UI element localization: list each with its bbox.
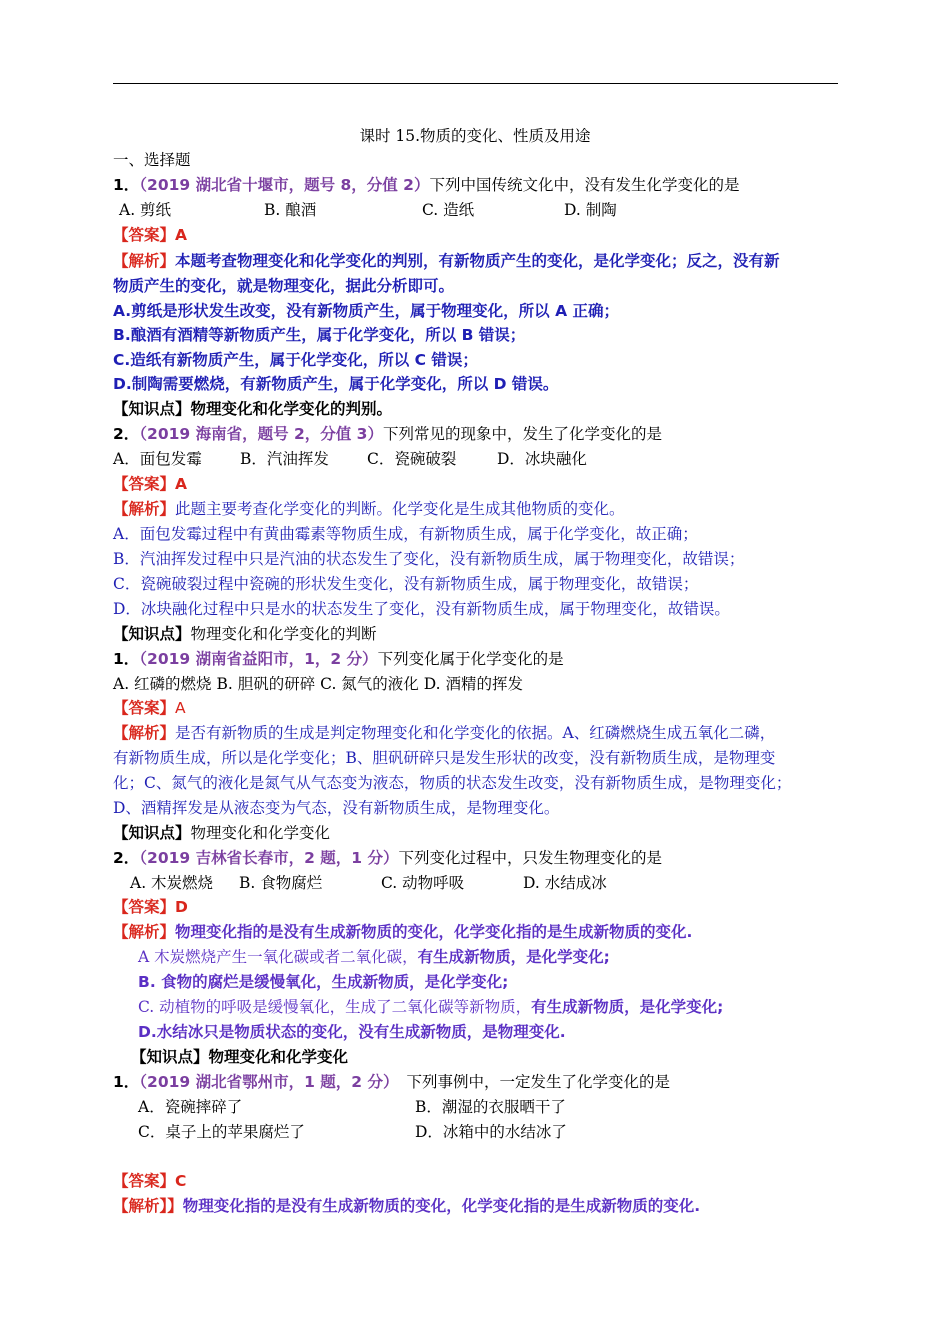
question-4 (113, 847, 662, 869)
option-c: C. 造纸 (422, 201, 475, 219)
answer-tag: 【答案】 (113, 226, 176, 244)
analysis-4-d: D.水结冰只是物质状态的变化，没有生成新物质，是物理变化. (138, 1023, 566, 1041)
analysis-1-a: A.剪纸是形状发生改变，没有新物质产生，属于物理变化，所以 A 正确； (113, 302, 619, 320)
analysis-3-cont-3: D、酒精挥发是从液态变为气态，没有新物质生成，是物理变化。 (113, 799, 560, 817)
knowledge-point-2 (113, 623, 377, 645)
analysis-4 (113, 921, 692, 943)
question-2 (113, 423, 662, 445)
analysis-tag: 【解析】】 (113, 1197, 183, 1215)
option-a: A. 木炭燃烧 (130, 874, 214, 892)
answer-tag: 【答案】 (113, 898, 176, 916)
analysis-text: 物理变化指的是没有生成新物质的变化，化学变化指的是生成新物质的变化. (182, 1197, 701, 1215)
question-number: 1． (113, 176, 140, 194)
question-stem: 下列常见的现象中，发生了化学变化的是 (382, 425, 662, 443)
analysis-text: 是否有新物质的生成是判定物理变化和化学变化的依据。A、红磷燃烧生成五氧化二磷， (175, 724, 776, 742)
question-4-options (113, 872, 833, 894)
analysis-tag: 【解析】 (113, 724, 176, 742)
analysis-3-cont-1: 有新物质生成，所以是化学变化；B、胆矾研碎只是发生形状的改变，没有新物质生成，是物理变 (113, 749, 776, 767)
option-a: A．面包发霉 (113, 450, 202, 468)
question-3-options: A. 红磷的燃烧 B. 胆矾的研碎 C. 氮气的液化 D. 酒精的挥发 (113, 675, 523, 693)
analysis-tag: 【解析】 (113, 923, 176, 941)
question-source: （2019 湖南省益阳市，1，2 分） (139, 650, 378, 668)
analysis-text: 此题主要考查化学变化的判断。化学变化是生成其他物质的变化。 (175, 500, 625, 518)
question-source: （2019 湖北省鄂州市，1 题，2 分） (139, 1073, 399, 1091)
answer-1 (113, 224, 187, 246)
analysis-1-c: C.造纸有新物质产生，属于化学变化，所以 C 错误； (113, 351, 478, 369)
option-b: B. 食物腐烂 (239, 874, 323, 892)
page-title: 课时 15.物质的变化、性质及用途 (359, 127, 591, 145)
analysis-1 (113, 250, 780, 272)
option-b: B．汽油挥发 (240, 450, 329, 468)
analysis-text: A 木炭燃烧产生一氧化碳或者二氧化碳， (138, 948, 418, 966)
question-3 (113, 648, 564, 670)
question-stem: 下列中国传统文化中，没有发生化学变化的是 (429, 176, 740, 194)
knowledge-tag: 【知识点】 (113, 625, 191, 643)
question-5-options-row-1 (113, 1096, 833, 1118)
answer-value: C (175, 1172, 187, 1190)
section-heading: 一、选择题 (113, 151, 191, 169)
question-5-options-row-2 (113, 1121, 833, 1143)
analysis-1-b: B.酿酒有酒精等新物质产生，属于化学变化，所以 B 错误； (113, 326, 526, 344)
option-d: D. 水结成冰 (523, 874, 607, 892)
option-d: D. 制陶 (564, 201, 617, 219)
analysis-text: 物理变化指的是没有生成新物质的变化，化学变化指的是生成新物质的变化. (175, 923, 693, 941)
answer-2 (113, 473, 187, 495)
knowledge-text: 物理变化和化学变化的判断 (190, 625, 377, 643)
analysis-2-a: A．面包发霉过程中有黄曲霉素等物质生成，有新物质生成，属于化学变化，故正确； (113, 525, 698, 543)
option-d: D．冰块融化 (497, 450, 587, 468)
option-c: C．桌子上的苹果腐烂了 (138, 1123, 305, 1141)
analysis-4-c (138, 996, 723, 1018)
question-2-options (113, 448, 833, 470)
answer-value: A (175, 699, 186, 717)
analysis-1-cont: 物质产生的变化，就是物理变化，据此分析即可。 (113, 277, 455, 295)
answer-tag: 【答案】 (113, 1172, 176, 1190)
answer-3 (113, 697, 186, 719)
analysis-3 (113, 722, 775, 744)
question-number: 1． (113, 1073, 140, 1091)
analysis-2-b: B．汽油挥发过程中只是汽油的状态发生了变化，没有新物质生成，属于物理变化，故错误； (113, 550, 745, 568)
question-stem: 下列事例中，一定发生了化学变化的是 (406, 1073, 670, 1091)
analysis-text: C. 动植物的呼吸是缓慢氧化，生成了二氧化碳等新物质， (138, 998, 532, 1016)
question-stem: 下列变化属于化学变化的是 (377, 650, 564, 668)
analysis-5 (113, 1195, 700, 1217)
answer-tag: 【答案】 (113, 699, 176, 717)
option-a: A．瓷碗摔碎了 (138, 1098, 243, 1116)
question-number: 2． (113, 425, 140, 443)
analysis-3-cont-2: 化；C、氮气的液化是氮气从气态变为液态，物质的状态发生改变，没有新物质生成，是物理变化； (113, 774, 792, 792)
option-d: D．冰箱中的水结冰了 (415, 1123, 567, 1141)
answer-value: D (175, 898, 188, 916)
analysis-2-d: D．冰块融化过程中只是水的状态发生了变化，没有新物质生成，属于物理变化，故错误。 (113, 600, 730, 618)
question-number: 1． (113, 650, 140, 668)
option-c: C. 动物呼吸 (381, 874, 465, 892)
analysis-2 (113, 498, 625, 520)
analysis-2-c: C．瓷碗破裂过程中瓷碗的形状发生变化，没有新物质生成，属于物理变化，故错误； (113, 575, 699, 593)
question-source: （2019 吉林省长春市，2 题，1 分） (139, 849, 399, 867)
option-a: A. 剪纸 (119, 201, 172, 219)
answer-value: A (175, 226, 188, 244)
answer-tag: 【答案】 (113, 475, 176, 493)
question-stem: 下列变化过程中，只发生物理变化的是 (398, 849, 662, 867)
knowledge-tag: 【知识点】 (113, 824, 191, 842)
analysis-text: 本题考查物理变化和化学变化的判别，有新物质产生的变化，是化学变化；反之，没有新 (175, 252, 780, 270)
question-1 (113, 174, 739, 196)
answer-value: A (175, 475, 188, 493)
analysis-4-b: B. 食物的腐烂是缓慢氧化，生成新物质，是化学变化; (138, 973, 509, 991)
analysis-text-bold: 有生成新物质，是化学变化; (531, 998, 724, 1016)
analysis-tag: 【解析】 (113, 500, 176, 518)
option-b: B. 酿酒 (264, 201, 317, 219)
question-source: （2019 湖北省十堰市，题号 8，分值 2） (139, 176, 430, 194)
knowledge-point-3 (113, 822, 330, 844)
question-1-options (113, 199, 833, 221)
analysis-1-d: D.制陶需要燃烧，有新物质产生，属于化学变化，所以 D 错误。 (113, 375, 559, 393)
question-5 (113, 1071, 670, 1093)
question-source: （2019 海南省，题号 2，分值 3） (139, 425, 383, 443)
analysis-tag: 【解析】 (113, 252, 176, 270)
header-rule (113, 83, 838, 84)
analysis-text-bold: 有生成新物质，是化学变化; (417, 948, 610, 966)
option-b: B．潮湿的衣服晒干了 (415, 1098, 566, 1116)
knowledge-point-4: 【知识点】物理变化和化学变化 (131, 1048, 349, 1066)
analysis-4-a (138, 946, 610, 968)
question-number: 2． (113, 849, 140, 867)
knowledge-point-1: 【知识点】物理变化和化学变化的判别。 (113, 400, 393, 418)
answer-5 (113, 1170, 186, 1192)
option-c: C．瓷碗破裂 (367, 450, 457, 468)
knowledge-text: 物理变化和化学变化 (190, 824, 331, 842)
answer-4 (113, 896, 188, 918)
